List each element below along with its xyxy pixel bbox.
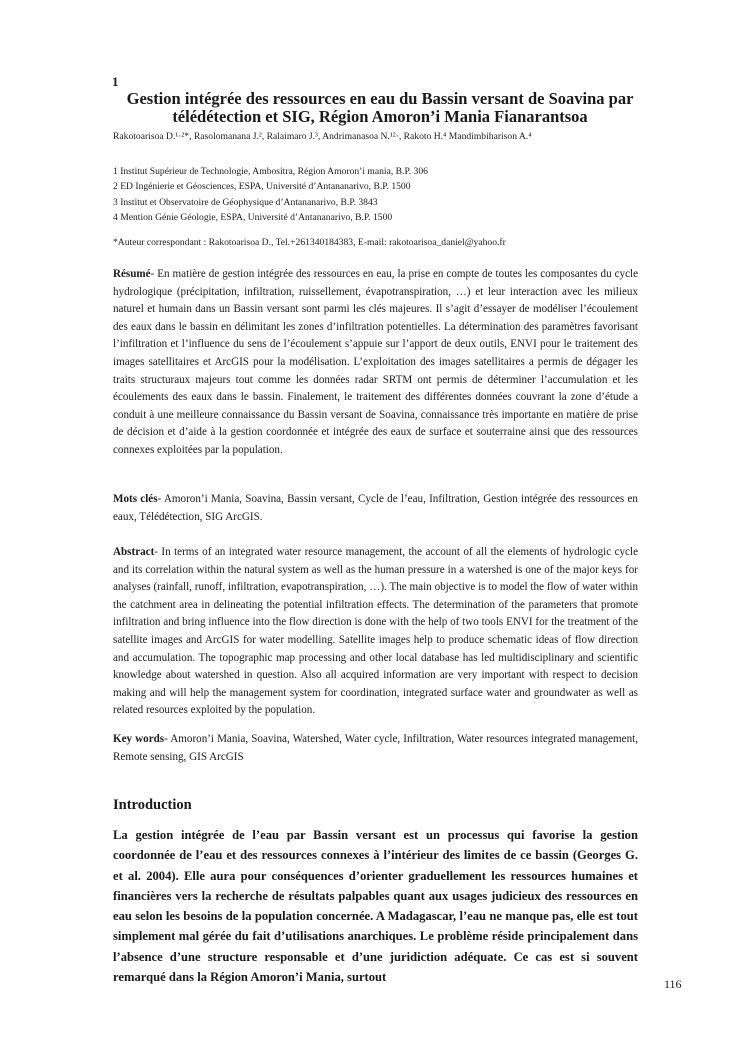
introduction-paragraph: La gestion intégrée de l’eau par Bassin versant est un processus qui favorise la gestion coordonnée de l’eau et des ressources connexes à l’intérieur des limites de ce bassin (Georges G. et al. 2004). Elle aura pour conséquences d’orienter graduellement les ressources humaines et financières vers la recherche de résultats palpables quant aux usages judicieux des ressources en eau selon les besoins de la population concernée. A Madagascar, l’eau ne manque pas, elle est tout simplement mal gérée du fait d’utilisations anarchiques. Le problème réside principalement dans l’absence d’une structure responsable et d’une juridiction adéquate. Ce cas est si souvent remarqué dans la Région Amoron’i Mania, surtout bbox=[113, 828, 638, 985]
abstract-text: - In terms of an integrated water resource management, the account of all the elements of hydrologic cycle and its correlation within the natural system as well as the human pressure in a watershed is one of the major keys for analyses (rainfall, runoff, infiltration, evapotranspiration, …). The main objective is to model the flow of water within the catchment area in delineating the potential infiltration effects. The determination of the parameters that promote infiltration and bring influence into the flow direction is done with the help of two tools ENVI for the treatment of the satellite images and ArcGIS for water modelling. Satellite images help to produce schematic ideas of flow direction and accumulation. The topographic map processing and other local database has led multidisciplinary and scientific knowledge about watershed in question. Also all acquired information are very important with respect to decision making and will help the management system for coordination, integrated surface water and groundwater as well as related resources exploited by the population. bbox=[113, 546, 638, 717]
chapter-number: 1 bbox=[112, 74, 119, 89]
mots-cles-section bbox=[113, 491, 638, 526]
resume-label: Résumé bbox=[113, 268, 151, 280]
corresponding-author: *Auteur correspondant : Rakotoarisoa D., Tel.+261340184383, E-mail: rakotoarisoa_daniel@yahoo.fr bbox=[113, 237, 506, 248]
key-words-section bbox=[113, 731, 638, 766]
page-number: 116 bbox=[664, 977, 682, 991]
affiliations bbox=[113, 164, 633, 226]
key-words-label: Key words bbox=[113, 733, 165, 745]
mots-cles-label: Mots clés bbox=[113, 493, 158, 505]
resume-text: - En matière de gestion intégrée des ressources en eau, la prise en compte de toutes les composantes du cycle hydrologique (précipitation, infiltration, ruissellement, évapotranspiration, …) et leur interaction avec les milieux naturel et humain dans un Bassin versant sont parmi les clés majeures. Il s’agit d’essayer de modéliser l’écoulement des eaux dans le bassin en délimitant les zones d’infiltration potentielles. La détermination des paramètres favorisant l’infiltration et l’influence du sens de l’écoulement s’appuie sur l’apport de deux outils, ENVI pour le traitement des images satellitaires et ArcGIS pour la modélisation. L’exploitation des images satellitaires a permis de dégager les traits structuraux majeurs tout comme les données radar SRTM ont permis de déterminer l’accumulation et les écoulements des eaux dans le bassin. Finalement, le traitement des différentes données couvrant la zone d’étude a conduit à une meilleure connaissance du Bassin versant de Soavina, connaissance très importante en matière de prise de décision et d’aide à la gestion coordonnée et intégrée des eaux de surface et souterraine ainsi que des ressources connexes exploitées par la population. bbox=[113, 268, 638, 456]
affiliation-item: 2 ED Ingénierie et Géosciences, ESPA, Université d’Antananarivo, B.P. 1500 bbox=[113, 181, 411, 193]
mots-cles-text: - Amoron’i Mania, Soavina, Bassin versant, Cycle de l’eau, Infiltration, Gestion intégrée des ressources en eaux, Télédétection, SIG ArcGIS. bbox=[113, 493, 638, 523]
resume-section bbox=[113, 266, 638, 460]
affiliation-item: 3 Institut et Observatoire de Géophysique d’Antananarivo, B.P. 3843 bbox=[113, 196, 378, 208]
abstract-section bbox=[113, 544, 638, 720]
introduction-heading: Introduction bbox=[113, 797, 192, 813]
affiliation-item: 4 Mention Génie Géologie, ESPA, Université d’Antananarivo, B.P. 1500 bbox=[113, 212, 393, 224]
paper-title: Gestion intégrée des ressources en eau du Bassin versant de Soavina par télédétection et SIG, Région Amoron’i Mania Fianarantsoa bbox=[126, 89, 634, 126]
affiliation-item: 1 Institut Supérieur de Technologie, Ambositra, Région Amoron’i mania, B.P. 306 bbox=[113, 166, 428, 177]
key-words-text: - Amoron’i Mania, Soavina, Watershed, Water cycle, Infiltration, Water resources integrated management, Remote sensing, GIS ArcGIS bbox=[113, 733, 638, 763]
author-list: Rakotoarisoa D.¹·²*, Rasolomanana J.², Ralaimaro J.³, Andrimanasoa N.¹²·, Rakoto H.⁴ Mandimbiharison A.⁴ bbox=[113, 131, 532, 142]
abstract-label: Abstract bbox=[113, 546, 155, 558]
